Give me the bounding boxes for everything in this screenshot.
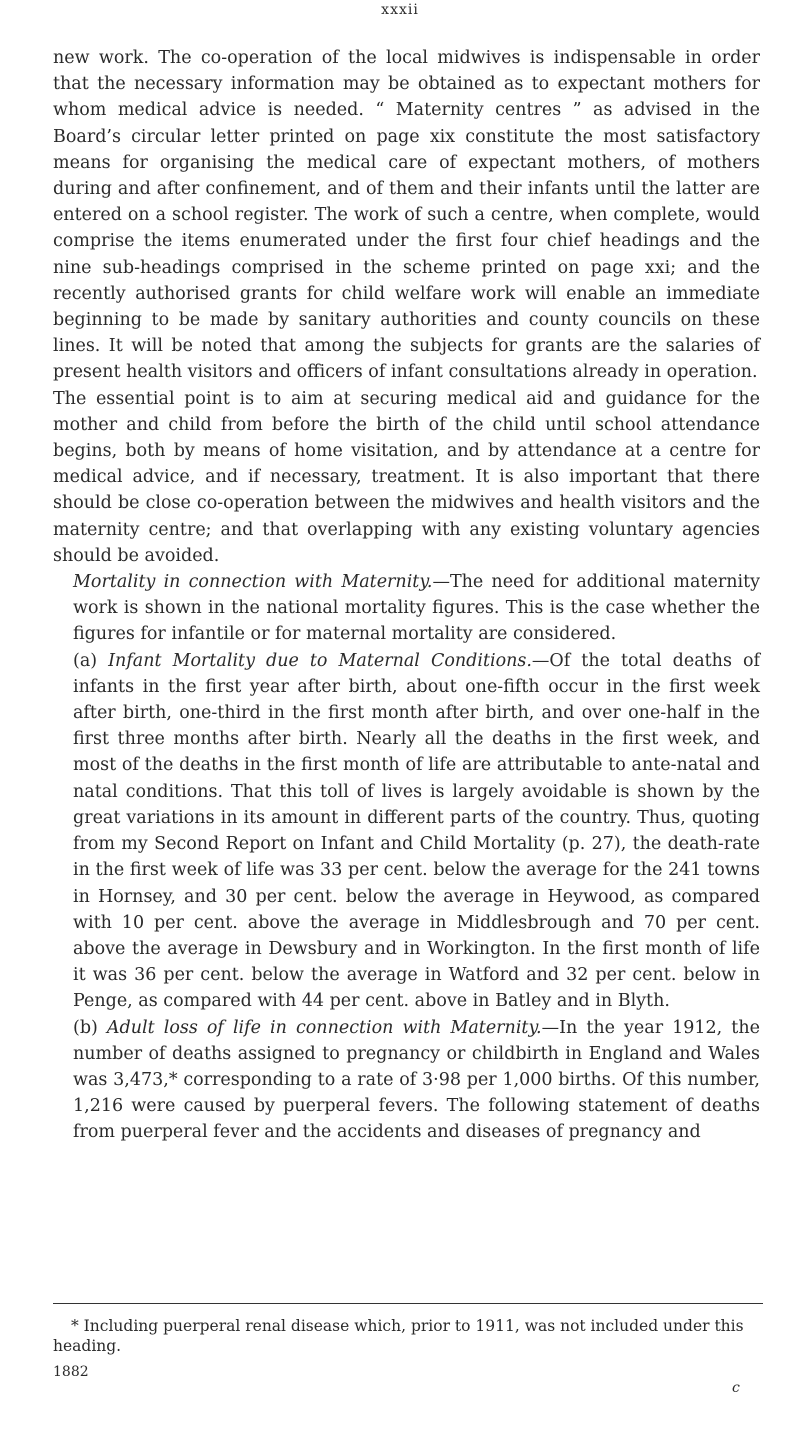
section-b-label: (b) [73, 1017, 98, 1038]
paragraph-2: The essential point is to aim at securing medical aid and guidance for the mother and child from before the birth of the child until school attendance begins, both by means of home visitation, and by attendance at a centre for medical advice, and if necessary, treatment. It is also important that there should be close co-operation between the midwives and health visitors and the maternity centre; and that overlapping with any existing voluntary agencies should be avoided. [53, 388, 760, 566]
section-b [53, 1015, 760, 1146]
section-a-heading: Infant Mortality due to Maternal Conditions. [108, 650, 532, 671]
signature-mark: c [732, 1380, 740, 1396]
section-a-text: —Of the total deaths of infants in the first year after birth, about one-fifth occur in the first week after birth, one-third in the first month after birth, and over one-half in the first three months after birth. Nearly all the deaths in the first week, and most of the deaths in the first month of life are attributable to ante-natal and natal conditions. That this toll of lives is largely avoidable is shown by the great variations in its amount in different parts of the country. Thus, quoting from my Second Report on Infant and Child Mortality (p. 27), the death-rate in the first week of life was 33 per cent. below the average for the 241 towns in Hornsey, and 30 per cent. below the average in Heywood, as compared with 10 per cent. above the average in Middlesbrough and 70 per cent. above the average in Dewsbury and in Workington. In the first month of life it was 36 per cent. below the average in Watford and 32 per cent. below in Penge, as compared with 44 per cent. above in Batley and in Blyth. [73, 650, 760, 1012]
section-b-heading: Adult loss of life in connection with Maternity. [106, 1017, 542, 1038]
section-a-label: (a) [73, 650, 98, 671]
footnote-rule [53, 1303, 763, 1304]
section-mortality-heading: Mortality in connection with Maternity. [73, 572, 433, 593]
printer-code: 1882 [53, 1364, 89, 1380]
section-a [53, 648, 760, 1015]
paragraph-1: new work. The co-operation of the local midwives is indispensable in order that the necessary information may be obtained as to expectant mothers for whom medical advice is needed. “ Maternity centres ” as advised in the Board’s circular letter printed on page xix constitute the most satisfactory means for organising the medical care of expectant mothers, of mothers during and after confinement, and of them and their infants until the latter are entered on a school register. The work of such a centre, when complete, would comprise the items enumerated under the first four chief headings and the nine sub-headings comprised in the scheme printed on page xxi; and the recently authorised grants for child welfare work will enable an immediate beginning to be made by sanitary authorities and county councils on these lines. It will be noted that among the subjects for grants are the salaries of present health visitors and officers of infant consultations already in operation. [53, 48, 760, 383]
section-mortality [53, 569, 760, 648]
page-number: xxxii [381, 2, 419, 18]
body-text [53, 45, 760, 1146]
section-b-text: —In the year 1912, the number of deaths assigned to pregnancy or childbirth in England and Wales was 3,473,* corresponding to a rate of 3·98 per 1,000 births. Of this number, 1,216 were caused by puerperal fevers. The following statement of deaths from puerperal fever and the accidents and diseases of pregnancy and [73, 1017, 760, 1143]
section-mortality-text: —The need for additional maternity work is shown in the national mortality figures. This is the case whether the figures for infantile or for maternal mortality are considered. [73, 572, 760, 645]
footnote: * Including puerperal renal disease which, prior to 1911, was not included under this heading. [53, 1317, 744, 1355]
